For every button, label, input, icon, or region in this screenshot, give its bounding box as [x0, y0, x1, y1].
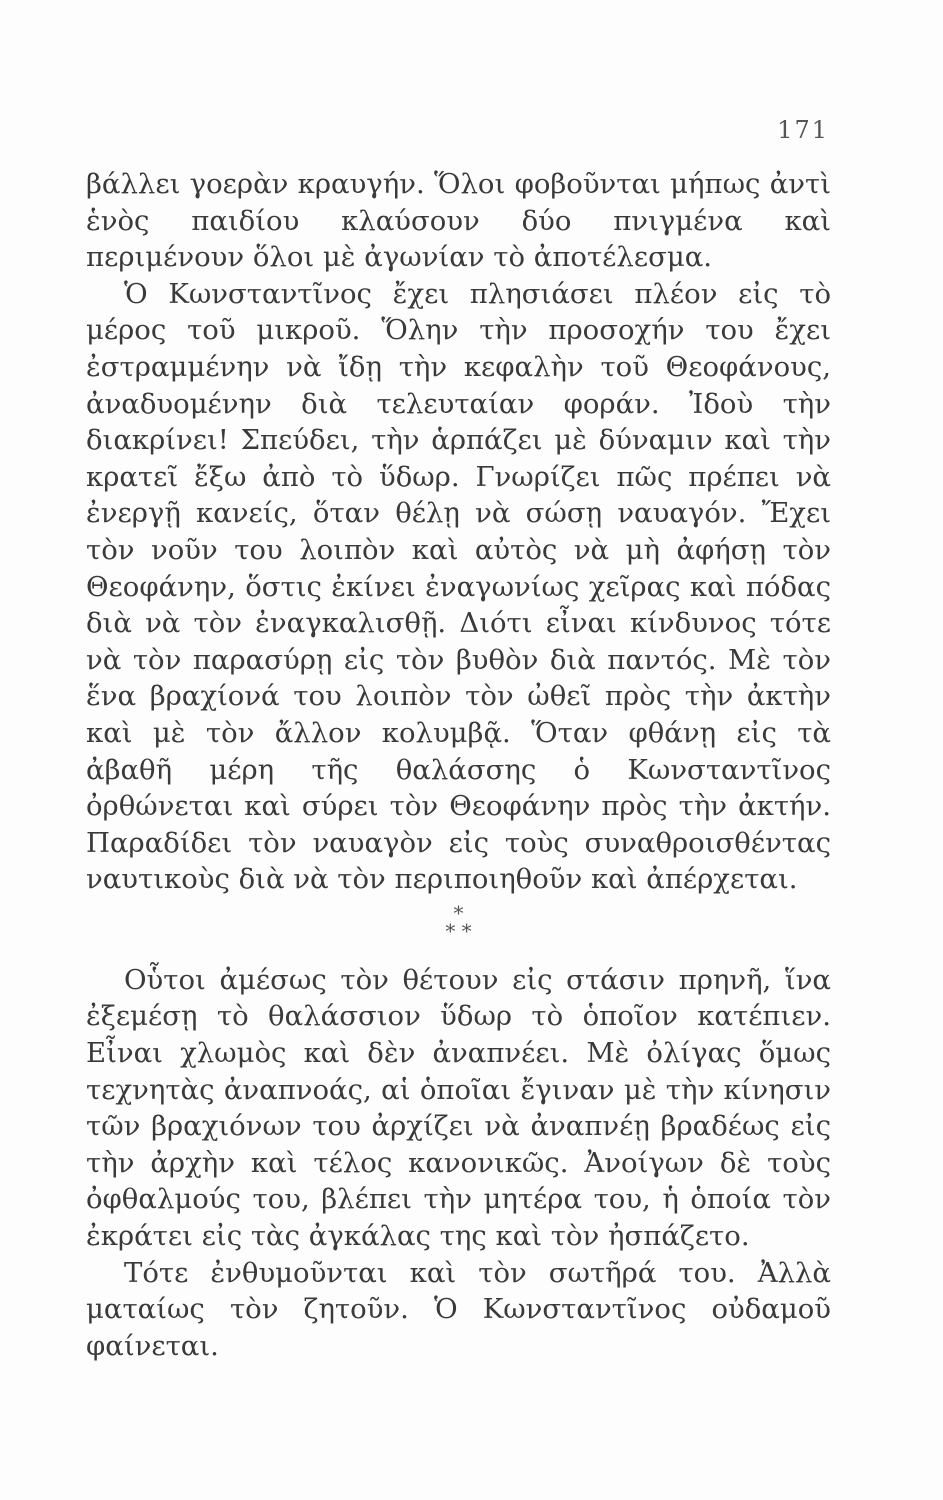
paragraph-1: βάλλει γοερὰν κραυγήν. Ὅλοι φοβοῦνται μήπως ἀντὶ ἑνὸς παιδίου κλαύσουν δύο πνιγμένα καὶ περιμένουν ὅλοι μὲ ἀγωνίαν τὸ ἀποτέλεσμα. [86, 168, 831, 274]
paragraph-2: Ὁ Κωνσταντῖνος ἔχει πλησιάσει πλέον εἰς τὸ μέρος τοῦ μικροῦ. Ὅλην τὴν προσοχήν του ἔχει ἐστραμμένην νὰ ἴδῃ τὴν κεφαλὴν τοῦ Θεοφάνους, ἀναδυομένην διὰ τελευταίαν φοράν. Ἰδοὺ τὴν διακρίνει! Σπεύδει, τὴν ἁρπάζει μὲ δύναμιν καὶ τὴν κρατεῖ ἔξω ἀπὸ τὸ ὕδωρ. Γνωρίζει πῶς πρέπει νὰ ἐνεργῇ κανείς, ὅταν θέλῃ νὰ σώσῃ ναυαγόν. Ἔχει τὸν νοῦν του λοιπὸν καὶ αὐτὸς νὰ μὴ ἀφήσῃ τὸν Θεοφάνην, ὅστις ἐκίνει ἐναγωνίως χεῖρας καὶ πόδας διὰ νὰ τὸν ἐναγκαλισθῇ. Διότι εἶναι κίνδυνος τότε νὰ τὸν παρασύρῃ εἰς τὸν βυθὸν διὰ παντός. Μὲ τὸν ἕνα βραχίονά του λοιπὸν τὸν ὠθεῖ πρὸς τὴν ἀκτὴν καὶ μὲ τὸν ἄλλον κολυμβᾷ. Ὅταν φθάνῃ εἰς τὰ ἀβαθῆ μέρη τῆς θαλάσσης ὁ Κωνσταντῖνος ὀρθώνεται καὶ σύρει τὸν Θεοφάνην πρὸς τὴν ἀκτήν. Παραδίδει τὸν ναυαγὸν εἰς τοὺς συναθροισθέντας ναυτικοὺς διὰ νὰ τὸν περιποιηθοῦν καὶ ἀπέρχεται. [86, 277, 831, 896]
paragraph-3: Οὗτοι ἀμέσως τὸν θέτουν εἰς στάσιν πρηνῆ, ἵνα ἐξεμέσῃ τὸ θαλάσσιον ὕδωρ τὸ ὁποῖον κατέπιεν. Εἶναι χλωμὸς καὶ δὲν ἀναπνέει. Μὲ ὀλίγας ὅμως τεχνητὰς ἀναπνοάς, αἱ ὁποῖαι ἔγιναν μὲ τὴν κίνησιν τῶν βραχιόνων του ἀρχίζει νὰ ἀναπνέῃ βραδέως εἰς τὴν ἀρχὴν καὶ τέλος κανονικῶς. Ἀνοίγων δὲ τοὺς ὀφθαλμούς του, βλέπει τὴν μητέρα του, ἡ ὁποία τὸν ἐκράτει εἰς τὰς ἀγκάλας της καὶ τὸν ἠσπάζετο. [86, 963, 831, 1253]
paragraph-4: Τότε ἐνθυμοῦνται καὶ τὸν σωτῆρά του. Ἀλλὰ ματαίως τὸν ζητοῦν. Ὁ Κωνσταντῖνος οὐδαμοῦ φαίνεται. [86, 1256, 831, 1362]
section-separator [86, 900, 831, 943]
page-number: 171 [777, 116, 829, 144]
separator-stars-bottom: * * [445, 918, 472, 943]
page-text [86, 166, 831, 1364]
separator-star-top: * [453, 900, 464, 925]
